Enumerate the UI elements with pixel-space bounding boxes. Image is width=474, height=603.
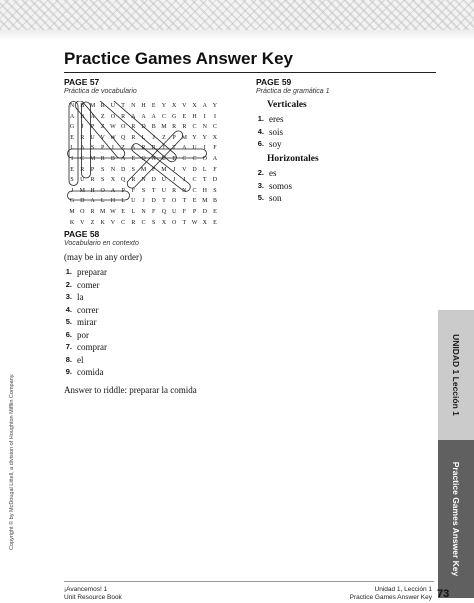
side-tab-unit-label: UNIDAD 1 Lección 1: [451, 334, 461, 416]
word-search-letter: X: [192, 103, 197, 109]
word-search-letter: A: [141, 113, 146, 120]
word-search-letter: O: [202, 155, 207, 162]
loop-diagonal-2: [88, 101, 178, 164]
word-search-letter: B: [212, 198, 217, 205]
word-search-letter: V: [182, 166, 187, 173]
word-search-letter: A: [131, 145, 136, 152]
word-search-letter: M: [79, 187, 85, 194]
word-search-letter: F: [152, 166, 156, 173]
list-item: 3. somos: [257, 180, 293, 191]
copyright-notice: Copyright © by McDougal Littell, a division of Houghton Mifflin Company.: [9, 373, 15, 550]
word-search-letter: P: [172, 134, 176, 141]
word-search-letter: E: [192, 198, 197, 205]
word-search-letter: F: [152, 208, 156, 215]
word-search-letter: H: [141, 103, 146, 109]
word-search-letter: A: [69, 113, 75, 120]
word-search-letter: R: [131, 124, 136, 131]
footer-section-name: Practice Games Answer Key: [349, 594, 432, 601]
word-search-letter: S: [131, 166, 135, 173]
word-search-letter: T: [121, 103, 125, 109]
word-search-letter: X: [212, 134, 218, 141]
page58-subtitle: Vocabulario en contexto: [64, 240, 139, 247]
word-search-letter: M: [140, 166, 147, 173]
word-search-letter: G: [171, 113, 177, 120]
word-search-letter: N: [182, 187, 187, 194]
page57-heading: PAGE 57: [64, 77, 100, 87]
word-search-letter: I: [213, 113, 216, 120]
word-search-letter: U: [131, 198, 136, 205]
word-search-letter: Q: [120, 134, 126, 141]
word-search-letter: B: [151, 124, 156, 131]
word-search-letter: N: [69, 103, 75, 109]
word-search-letter: A: [110, 187, 116, 194]
word-search-letter: P: [90, 166, 95, 173]
word-search-letter: O: [110, 113, 116, 120]
word-search-letter: U: [80, 177, 85, 184]
word-search-letter: S: [152, 219, 156, 226]
list-item: 6. por: [65, 329, 89, 340]
word-search-letter: O: [171, 219, 177, 226]
word-search-letter: N: [141, 177, 146, 184]
word-search-letter: U: [110, 103, 116, 109]
word-search-letter: E: [70, 134, 74, 141]
word-search-letter: M: [202, 198, 208, 205]
word-search-letter: R: [100, 155, 105, 162]
loop-vertical-first-column: [69, 102, 78, 186]
word-search-letter: Q: [161, 208, 167, 215]
side-tab-section-label: Practice Games Answer Key: [451, 461, 461, 577]
loop-vertical-second-column: [82, 102, 91, 178]
list-item: 2. es: [257, 168, 277, 178]
word-search-letter: Q: [120, 177, 126, 184]
word-search-letter: U: [171, 208, 177, 215]
word-search-letter: S: [90, 145, 95, 152]
header-pattern-fade: [0, 30, 474, 40]
word-search-letter: M: [89, 103, 96, 109]
page59-subtitle: Práctica de gramática 1: [256, 88, 330, 95]
word-search-letter: I: [111, 145, 114, 152]
word-search-letter: C: [182, 155, 187, 162]
word-search-letter: R: [172, 187, 177, 194]
word-search-letter: J: [172, 177, 176, 184]
title-rule: [64, 72, 436, 73]
word-search-letter: N: [151, 155, 156, 162]
word-search-letter: C: [192, 155, 197, 162]
page-number: 73: [437, 588, 450, 600]
word-search-letter: B: [80, 103, 85, 109]
word-search-letter: J: [142, 198, 145, 205]
word-search-letter: Q: [141, 155, 146, 162]
word-search-letter: E: [70, 166, 74, 173]
word-search-letter: N: [141, 208, 146, 215]
word-search-letter: P: [90, 124, 95, 131]
footer-right: [340, 586, 432, 602]
word-search-letter: A: [90, 113, 95, 120]
word-search-letter: V: [100, 134, 105, 141]
word-search-letter: X: [171, 103, 177, 109]
word-search-letter: E: [172, 155, 176, 162]
word-search-letter: U: [90, 134, 95, 141]
page57-subtitle: Práctica de vocabulario: [64, 88, 137, 95]
page58-heading: PAGE 58: [64, 229, 100, 239]
list-item: 8. el: [65, 354, 84, 365]
word-search-letter: V: [80, 219, 85, 226]
word-search-letter: C: [192, 177, 197, 184]
word-search-letter: C: [192, 187, 197, 194]
word-search-letter: W: [110, 134, 116, 141]
side-tab-section: [438, 440, 474, 598]
list-item: 9. comida: [65, 367, 104, 377]
word-search-letter: N: [110, 166, 116, 173]
word-search-letter: R: [90, 208, 95, 215]
word-search-letter: Z: [121, 145, 125, 152]
word-search-letter: L: [121, 198, 125, 205]
word-search-row: [67, 218, 220, 229]
footer-rule: [64, 581, 434, 582]
word-search-letter: J: [152, 134, 155, 141]
word-search-letter: J: [183, 177, 186, 184]
word-search-letter: X: [110, 177, 116, 184]
word-search-letter: J: [81, 124, 84, 131]
word-search-letter: U: [161, 187, 167, 194]
word-search-letter: E: [182, 113, 187, 120]
word-search-letter: R: [172, 124, 177, 131]
footer-book-subtitle: Unit Resource Book: [64, 594, 122, 601]
word-search-letter: W: [110, 208, 116, 215]
word-search-letter: U: [161, 177, 167, 184]
loop-diagonal-4: [130, 142, 192, 193]
word-search-letter: R: [151, 145, 156, 152]
word-search-letter: R: [141, 145, 146, 152]
word-search-letter: U: [192, 145, 197, 152]
word-search-letter: C: [121, 219, 126, 226]
word-search-letter: M: [100, 208, 106, 215]
word-search-letter: R: [121, 113, 126, 120]
word-search-letter: R: [131, 219, 136, 226]
word-search-letter: D: [212, 177, 218, 184]
word-search-letter: I: [203, 113, 206, 120]
word-search-letter: C: [80, 155, 85, 162]
word-search-letter: K: [100, 219, 105, 226]
word-search-letter: S: [213, 187, 217, 194]
word-search-letter: O: [120, 124, 126, 131]
word-search-letter: D: [151, 177, 156, 184]
word-search-letter: P: [192, 208, 197, 215]
word-search-letter: Z: [162, 134, 166, 141]
word-search-letter: I: [162, 145, 165, 152]
horizontales-heading: Horizontales: [267, 154, 319, 164]
word-search-letter: R: [80, 134, 85, 141]
word-search-letter: A: [212, 155, 218, 162]
word-search-letter: K: [69, 219, 75, 226]
verticales-list: [252, 113, 402, 151]
word-search-letter: A: [151, 113, 156, 120]
word-search-letter: N: [131, 103, 136, 109]
word-search-letter: E: [213, 208, 217, 215]
word-search-letter: R: [131, 134, 136, 141]
word-search-letter: Y: [192, 134, 197, 141]
word-search-letter: M: [161, 166, 167, 173]
word-search-letter: H: [192, 113, 197, 120]
word-search-letter: W: [191, 219, 198, 226]
word-search-letter: U: [161, 155, 167, 162]
word-search-letter: C: [141, 219, 146, 226]
order-note: (may be in any order): [64, 252, 142, 262]
word-search-letter: Y: [202, 134, 207, 141]
list-item: 1. preparar: [65, 267, 107, 277]
word-search-letter: T: [182, 198, 187, 205]
word-search-letter: V: [110, 219, 116, 226]
list-item: 6. soy: [257, 139, 282, 149]
word-search-letter: H: [110, 198, 116, 205]
word-search-letter: Y: [212, 103, 218, 109]
word-search-letter: F: [131, 187, 135, 194]
word-search-letter: P: [101, 145, 105, 152]
word-search-letter: C: [161, 113, 166, 120]
word-search-letter: B: [80, 113, 85, 120]
word-search-letter: L: [131, 208, 136, 215]
word-search-letter: V: [182, 103, 187, 109]
page58-answer-list: [60, 266, 210, 379]
page-title: Practice Games Answer Key: [64, 49, 293, 68]
riddle-answer: Answer to riddle: preparar la comida: [64, 385, 197, 395]
word-search-letter: M: [89, 155, 96, 162]
list-item: 4. sois: [257, 126, 284, 137]
word-search-letter: F: [213, 145, 217, 152]
word-search-letter: S: [70, 177, 74, 184]
word-search-letter: T: [182, 219, 187, 226]
list-item: 5. son: [257, 193, 282, 203]
word-search-letter: A: [202, 103, 207, 109]
word-search-letter: E: [151, 103, 156, 109]
list-item: 3. la: [65, 292, 84, 302]
word-search-letter: C: [212, 124, 217, 131]
word-search-letter: R: [90, 177, 95, 184]
word-search-letter: Y: [161, 103, 167, 109]
horizontales-list: [252, 167, 402, 205]
decorative-header-pattern: [0, 0, 474, 30]
loop-horizontal-pizarra: [68, 149, 207, 158]
word-search-letter: J: [172, 166, 176, 173]
word-search-letter: G: [69, 198, 75, 205]
word-search-letter: R: [80, 166, 85, 173]
word-search-letter: D: [141, 124, 146, 131]
word-search-letter: S: [141, 187, 146, 194]
word-search-letter: R: [182, 124, 187, 131]
list-item: 7. comprar: [65, 342, 107, 352]
word-search-letter: L: [70, 145, 74, 152]
loop-horizontal-dal: [68, 191, 130, 200]
word-search-letter: L: [141, 134, 146, 141]
word-search-letter: W: [110, 124, 116, 131]
page59-heading: PAGE 59: [256, 77, 292, 87]
word-search-letter: T: [202, 177, 207, 184]
list-item: 1. eres: [257, 114, 284, 124]
footer-unit-lesson: Unidad 1, Lección 1: [374, 586, 432, 593]
word-search-letter: C: [192, 124, 197, 131]
list-item: 5. mirar: [65, 317, 97, 327]
verticales-heading: Verticales: [267, 100, 307, 110]
word-search-letter: S: [101, 166, 105, 173]
word-search-letter: X: [161, 219, 167, 226]
word-search-letter: B: [110, 155, 115, 162]
word-search-letter: D: [192, 166, 197, 173]
word-search-letter: O: [171, 198, 177, 205]
word-search-letter: A: [182, 145, 187, 152]
word-search-letter: A: [120, 155, 126, 162]
word-search-letter: Z: [100, 113, 105, 120]
list-item: 4. correr: [65, 304, 99, 315]
word-search-letter: H: [90, 187, 95, 194]
word-search-letter: Z: [100, 124, 105, 131]
word-search-letter: I: [203, 145, 206, 152]
word-search-letter: L: [202, 166, 207, 173]
word-search-letter: O: [80, 208, 85, 215]
word-search-letter: R: [131, 177, 136, 184]
word-search-letter: M: [161, 124, 167, 131]
word-search-letter: R: [100, 103, 105, 109]
word-search-letter: F: [182, 208, 186, 215]
word-search-letter: A: [131, 113, 136, 120]
word-search-letter: H: [202, 187, 207, 194]
word-search-letter: T: [151, 187, 156, 194]
word-search-letter: X: [202, 219, 207, 226]
word-search-letter: F: [213, 166, 217, 173]
word-search-letter: E: [121, 208, 125, 215]
word-search-letter: E: [213, 219, 217, 226]
word-search-letter: T: [162, 198, 166, 205]
word-search-letter: D: [202, 208, 207, 215]
word-search-letter: J: [70, 187, 74, 194]
footer-book-title: ¡Avancemos! 1: [64, 586, 108, 593]
word-search-letter: N: [202, 124, 207, 131]
word-search-letter: A: [90, 198, 95, 205]
side-tab-unit: [438, 310, 474, 440]
word-search-answer-loops: [67, 101, 220, 218]
word-search-letter: D: [120, 166, 126, 173]
word-search-letter: P: [121, 187, 125, 194]
word-search-letter: S: [101, 177, 105, 184]
word-search-letter: E: [131, 155, 136, 162]
word-search-letter: G: [69, 124, 75, 131]
word-search-letter: M: [69, 208, 75, 215]
word-search-letter: I: [71, 155, 74, 162]
word-search-letter: D: [80, 198, 85, 205]
word-search-letter: O: [100, 187, 105, 194]
word-search-letter: L: [100, 198, 105, 205]
footer-left: [64, 586, 122, 602]
word-search-letter: Z: [90, 219, 95, 226]
word-search-letter: T: [172, 145, 176, 152]
word-search-letter: D: [151, 198, 156, 205]
word-search-letter: M: [181, 134, 187, 141]
list-item: 2. comer: [65, 279, 100, 290]
word-search-letter: A: [80, 145, 85, 152]
